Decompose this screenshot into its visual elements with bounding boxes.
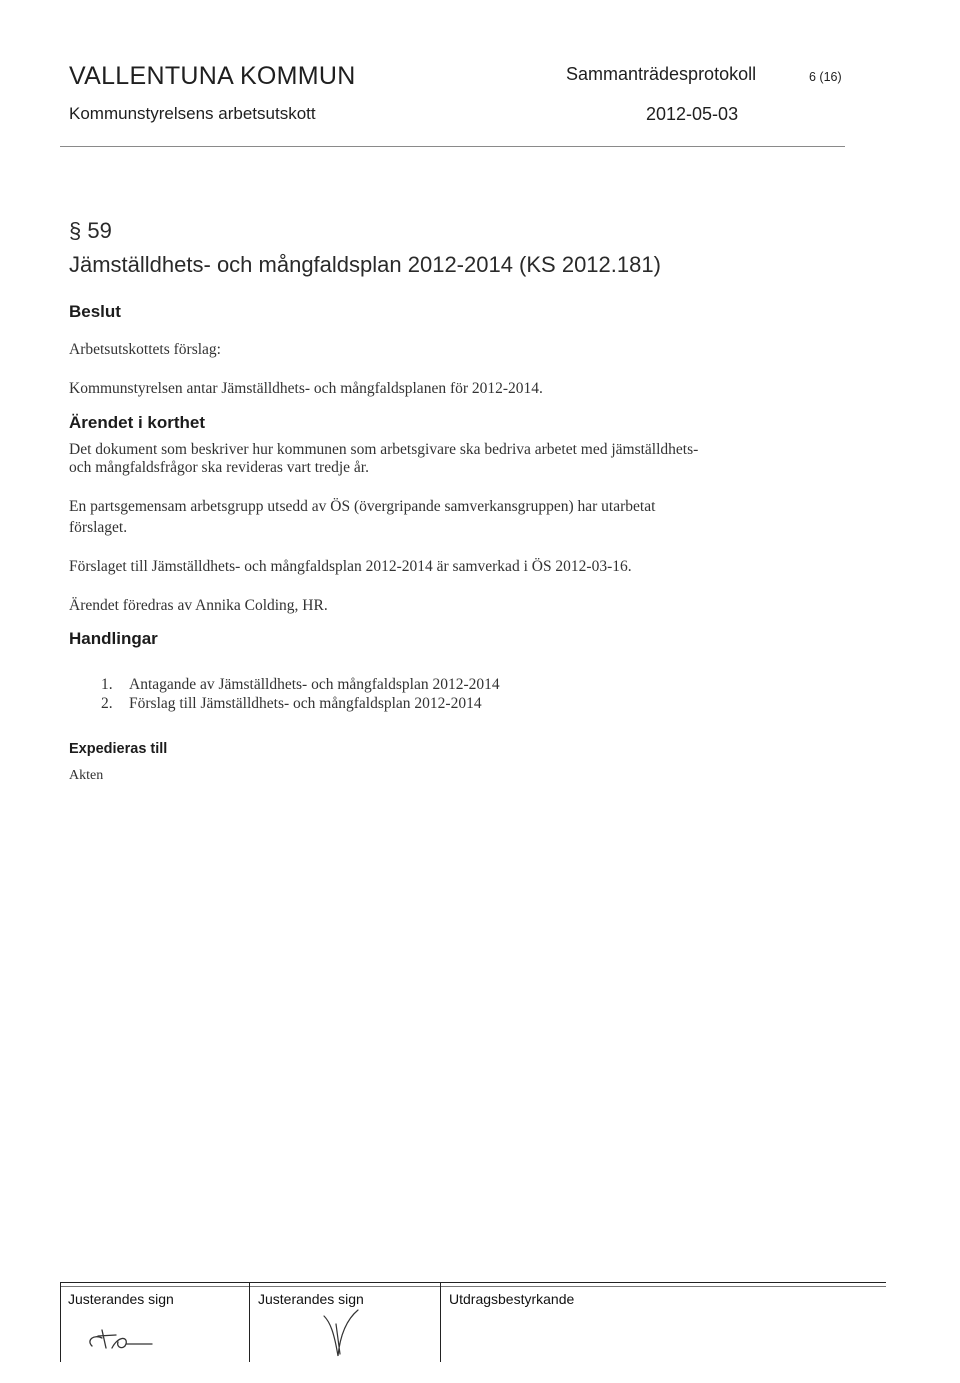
decision-text: Kommunstyrelsen antar Jämställdhets- och mångfaldsplanen för 2012-2014. <box>69 380 543 397</box>
signature-divider <box>440 1282 441 1362</box>
signature-label-3: Utdragsbestyrkande <box>449 1291 575 1307</box>
document-type: Sammanträdesprotokoll <box>566 64 757 84</box>
signature-divider <box>60 1282 61 1362</box>
summary-line: Förslaget till Jämställdhets- och mångfaldsplan 2012-2014 är samverkad i ÖS 2012-03-16. <box>69 558 632 575</box>
list-item-number: 2. <box>101 695 113 712</box>
page-number: 6 (16) <box>809 70 842 84</box>
summary-line: förslaget. <box>69 519 128 536</box>
municipality-name: VALLENTUNA KOMMUN <box>69 62 356 90</box>
dispatch-recipient: Akten <box>69 768 104 783</box>
section-number: § 59 <box>69 218 112 243</box>
committee-name: Kommunstyrelsens arbetsutskott <box>69 104 316 123</box>
summary-line: En partsgemensam arbetsgrupp utsedd av ÖS (övergripande samverkansgruppen) har utarbetat <box>69 498 656 515</box>
beslut-heading: Beslut <box>69 302 121 321</box>
signature-table <box>60 1282 886 1362</box>
signature-label-2: Justerandes sign <box>258 1291 364 1307</box>
signature-top-border-inner <box>60 1286 886 1287</box>
signature-label-1: Justerandes sign <box>68 1291 174 1307</box>
list-item: Förslag till Jämställdhets- och mångfaldsplan 2012-2014 <box>129 695 482 712</box>
signature-divider <box>249 1282 250 1362</box>
section-title: Jämställdhets- och mångfaldsplan 2012-2014 (KS 2012.181) <box>69 252 661 277</box>
list-item: Antagande av Jämställdhets- och mångfaldsplan 2012-2014 <box>129 676 500 693</box>
summary-line: Ärendet föredras av Annika Colding, HR. <box>69 597 328 614</box>
meeting-date: 2012-05-03 <box>646 104 739 124</box>
list-item-number: 1. <box>101 676 113 693</box>
handwritten-initials-1 <box>82 1326 172 1356</box>
documents-heading: Handlingar <box>69 629 158 648</box>
proposal-label: Arbetsutskottets förslag: <box>69 341 221 358</box>
summary-line: Det dokument som beskriver hur kommunen som arbetsgivare ska bedriva arbetet med jämställdhets- <box>69 441 699 458</box>
handwritten-initials-2 <box>318 1306 368 1360</box>
header-divider <box>60 146 845 147</box>
summary-line: och mångfaldsfrågor ska revideras vart tredje år. <box>69 459 369 476</box>
signature-top-border <box>60 1282 886 1283</box>
summary-heading: Ärendet i korthet <box>69 413 206 432</box>
dispatch-heading: Expedieras till <box>69 741 168 757</box>
